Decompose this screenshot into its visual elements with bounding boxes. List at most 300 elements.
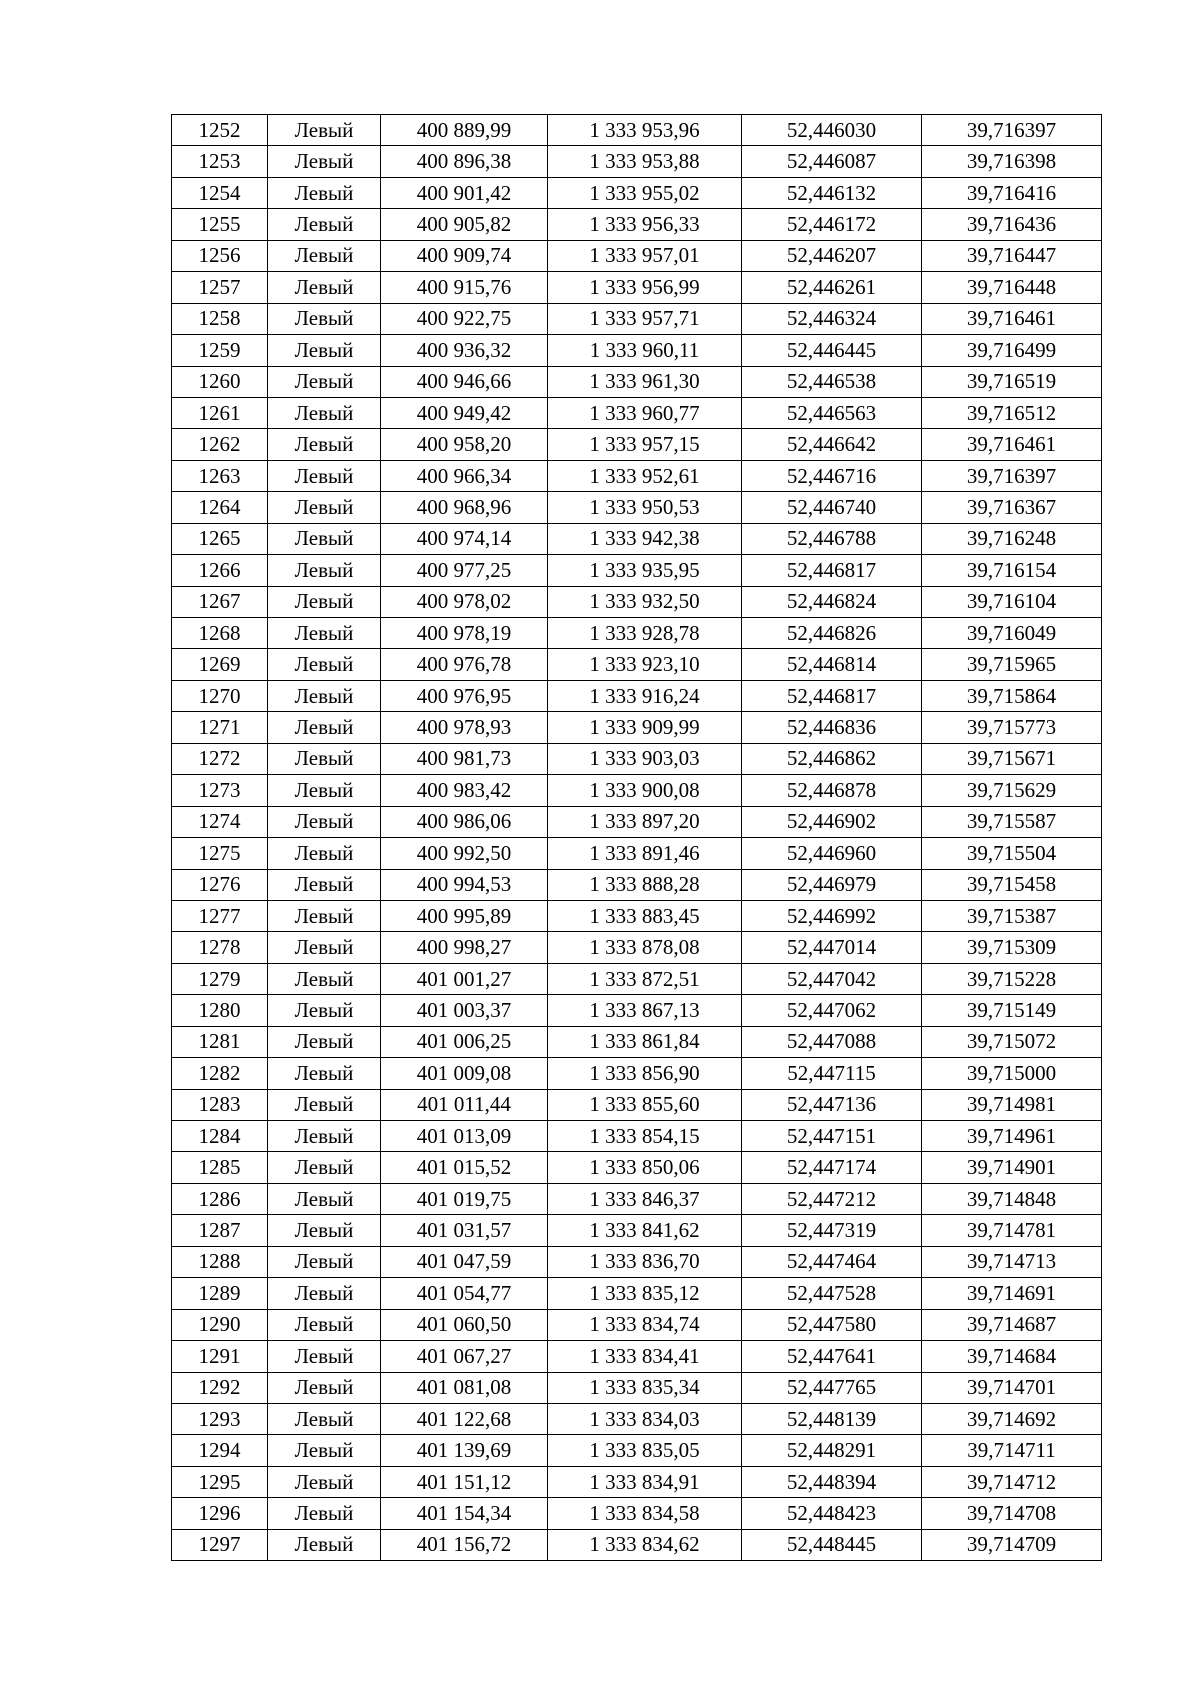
x-coordinate-cell: 400 981,73 [381, 743, 548, 774]
table-row [172, 177, 1102, 208]
x-coordinate-cell: 401 047,59 [381, 1246, 548, 1277]
longitude-cell: 39,714961 [922, 1121, 1102, 1152]
y-coordinate-cell: 1 333 916,24 [548, 680, 742, 711]
table-row [172, 963, 1102, 994]
y-coordinate-cell: 1 333 897,20 [548, 806, 742, 837]
side-cell: Левый [268, 1278, 381, 1309]
longitude-cell: 39,714981 [922, 1089, 1102, 1120]
table-row [172, 272, 1102, 303]
latitude-cell: 52,446836 [742, 712, 922, 743]
x-coordinate-cell: 401 006,25 [381, 1026, 548, 1057]
y-coordinate-cell: 1 333 960,11 [548, 335, 742, 366]
side-cell: Левый [268, 869, 381, 900]
side-cell: Левый [268, 1498, 381, 1529]
longitude-cell: 39,715965 [922, 649, 1102, 680]
side-cell: Левый [268, 177, 381, 208]
latitude-cell: 52,446862 [742, 743, 922, 774]
latitude-cell: 52,448291 [742, 1435, 922, 1466]
y-coordinate-cell: 1 333 855,60 [548, 1089, 742, 1120]
side-cell: Левый [268, 209, 381, 240]
longitude-cell: 39,714691 [922, 1278, 1102, 1309]
x-coordinate-cell: 401 151,12 [381, 1466, 548, 1497]
y-coordinate-cell: 1 333 841,62 [548, 1215, 742, 1246]
latitude-cell: 52,447174 [742, 1152, 922, 1183]
point-number-cell: 1265 [172, 523, 268, 554]
table-row [172, 460, 1102, 491]
x-coordinate-cell: 400 915,76 [381, 272, 548, 303]
table-row [172, 1089, 1102, 1120]
point-number-cell: 1257 [172, 272, 268, 303]
x-coordinate-cell: 400 978,19 [381, 618, 548, 649]
side-cell: Левый [268, 806, 381, 837]
coordinates-table-body [172, 115, 1102, 1561]
y-coordinate-cell: 1 333 957,15 [548, 429, 742, 460]
table-row [172, 335, 1102, 366]
y-coordinate-cell: 1 333 932,50 [548, 586, 742, 617]
coordinates-table [171, 114, 1102, 1561]
latitude-cell: 52,446878 [742, 775, 922, 806]
table-row [172, 806, 1102, 837]
point-number-cell: 1273 [172, 775, 268, 806]
point-number-cell: 1281 [172, 1026, 268, 1057]
table-row [172, 1466, 1102, 1497]
table-row [172, 618, 1102, 649]
x-coordinate-cell: 400 968,96 [381, 492, 548, 523]
point-number-cell: 1260 [172, 366, 268, 397]
longitude-cell: 39,716461 [922, 303, 1102, 334]
x-coordinate-cell: 400 992,50 [381, 838, 548, 869]
longitude-cell: 39,716397 [922, 115, 1102, 146]
table-row [172, 775, 1102, 806]
y-coordinate-cell: 1 333 957,01 [548, 240, 742, 271]
x-coordinate-cell: 401 003,37 [381, 995, 548, 1026]
y-coordinate-cell: 1 333 955,02 [548, 177, 742, 208]
y-coordinate-cell: 1 333 861,84 [548, 1026, 742, 1057]
y-coordinate-cell: 1 333 900,08 [548, 775, 742, 806]
x-coordinate-cell: 401 019,75 [381, 1183, 548, 1214]
latitude-cell: 52,447641 [742, 1341, 922, 1372]
longitude-cell: 39,716398 [922, 146, 1102, 177]
table-row [172, 240, 1102, 271]
point-number-cell: 1253 [172, 146, 268, 177]
table-row [172, 649, 1102, 680]
x-coordinate-cell: 401 060,50 [381, 1309, 548, 1340]
y-coordinate-cell: 1 333 956,33 [548, 209, 742, 240]
point-number-cell: 1285 [172, 1152, 268, 1183]
longitude-cell: 39,716416 [922, 177, 1102, 208]
longitude-cell: 39,715671 [922, 743, 1102, 774]
longitude-cell: 39,715309 [922, 932, 1102, 963]
latitude-cell: 52,447528 [742, 1278, 922, 1309]
y-coordinate-cell: 1 333 834,62 [548, 1529, 742, 1560]
longitude-cell: 39,716512 [922, 397, 1102, 428]
y-coordinate-cell: 1 333 846,37 [548, 1183, 742, 1214]
side-cell: Левый [268, 303, 381, 334]
table-row [172, 492, 1102, 523]
side-cell: Левый [268, 1089, 381, 1120]
point-number-cell: 1282 [172, 1058, 268, 1089]
x-coordinate-cell: 400 978,02 [381, 586, 548, 617]
x-coordinate-cell: 401 139,69 [381, 1435, 548, 1466]
longitude-cell: 39,715504 [922, 838, 1102, 869]
y-coordinate-cell: 1 333 957,71 [548, 303, 742, 334]
side-cell: Левый [268, 335, 381, 366]
latitude-cell: 52,448139 [742, 1403, 922, 1434]
y-coordinate-cell: 1 333 867,13 [548, 995, 742, 1026]
x-coordinate-cell: 400 958,20 [381, 429, 548, 460]
side-cell: Левый [268, 932, 381, 963]
x-coordinate-cell: 401 054,77 [381, 1278, 548, 1309]
latitude-cell: 52,447151 [742, 1121, 922, 1152]
y-coordinate-cell: 1 333 834,74 [548, 1309, 742, 1340]
point-number-cell: 1294 [172, 1435, 268, 1466]
point-number-cell: 1274 [172, 806, 268, 837]
latitude-cell: 52,446261 [742, 272, 922, 303]
table-row [172, 838, 1102, 869]
table-row [172, 303, 1102, 334]
longitude-cell: 39,715629 [922, 775, 1102, 806]
latitude-cell: 52,447115 [742, 1058, 922, 1089]
table-row [172, 1058, 1102, 1089]
point-number-cell: 1258 [172, 303, 268, 334]
x-coordinate-cell: 400 974,14 [381, 523, 548, 554]
table-row [172, 743, 1102, 774]
y-coordinate-cell: 1 333 960,77 [548, 397, 742, 428]
point-number-cell: 1277 [172, 900, 268, 931]
table-row [172, 397, 1102, 428]
latitude-cell: 52,446207 [742, 240, 922, 271]
latitude-cell: 52,446716 [742, 460, 922, 491]
point-number-cell: 1270 [172, 680, 268, 711]
x-coordinate-cell: 400 998,27 [381, 932, 548, 963]
longitude-cell: 39,716448 [922, 272, 1102, 303]
side-cell: Левый [268, 712, 381, 743]
side-cell: Левый [268, 555, 381, 586]
table-row [172, 900, 1102, 931]
side-cell: Левый [268, 460, 381, 491]
table-row [172, 1026, 1102, 1057]
longitude-cell: 39,714711 [922, 1435, 1102, 1466]
y-coordinate-cell: 1 333 834,03 [548, 1403, 742, 1434]
x-coordinate-cell: 400 889,99 [381, 115, 548, 146]
latitude-cell: 52,446740 [742, 492, 922, 523]
point-number-cell: 1276 [172, 869, 268, 900]
side-cell: Левый [268, 523, 381, 554]
table-row [172, 366, 1102, 397]
table-row [172, 1121, 1102, 1152]
point-number-cell: 1267 [172, 586, 268, 617]
x-coordinate-cell: 401 081,08 [381, 1372, 548, 1403]
side-cell: Левый [268, 586, 381, 617]
x-coordinate-cell: 400 905,82 [381, 209, 548, 240]
table-row [172, 1403, 1102, 1434]
side-cell: Левый [268, 1435, 381, 1466]
latitude-cell: 52,447062 [742, 995, 922, 1026]
side-cell: Левый [268, 146, 381, 177]
side-cell: Левый [268, 1246, 381, 1277]
longitude-cell: 39,716447 [922, 240, 1102, 271]
x-coordinate-cell: 401 001,27 [381, 963, 548, 994]
y-coordinate-cell: 1 333 903,03 [548, 743, 742, 774]
point-number-cell: 1286 [172, 1183, 268, 1214]
point-number-cell: 1292 [172, 1372, 268, 1403]
table-row [172, 1183, 1102, 1214]
latitude-cell: 52,446563 [742, 397, 922, 428]
y-coordinate-cell: 1 333 953,96 [548, 115, 742, 146]
longitude-cell: 39,714684 [922, 1341, 1102, 1372]
latitude-cell: 52,447319 [742, 1215, 922, 1246]
longitude-cell: 39,714901 [922, 1152, 1102, 1183]
y-coordinate-cell: 1 333 923,10 [548, 649, 742, 680]
latitude-cell: 52,448394 [742, 1466, 922, 1497]
latitude-cell: 52,446814 [742, 649, 922, 680]
longitude-cell: 39,716436 [922, 209, 1102, 240]
side-cell: Левый [268, 1215, 381, 1246]
y-coordinate-cell: 1 333 953,88 [548, 146, 742, 177]
side-cell: Левый [268, 838, 381, 869]
side-cell: Левый [268, 1309, 381, 1340]
latitude-cell: 52,447136 [742, 1089, 922, 1120]
x-coordinate-cell: 401 009,08 [381, 1058, 548, 1089]
side-cell: Левый [268, 995, 381, 1026]
side-cell: Левый [268, 240, 381, 271]
table-row [172, 115, 1102, 146]
table-row [172, 523, 1102, 554]
latitude-cell: 52,447014 [742, 932, 922, 963]
latitude-cell: 52,446030 [742, 115, 922, 146]
x-coordinate-cell: 401 015,52 [381, 1152, 548, 1183]
y-coordinate-cell: 1 333 928,78 [548, 618, 742, 649]
table-row [172, 1309, 1102, 1340]
longitude-cell: 39,716104 [922, 586, 1102, 617]
point-number-cell: 1254 [172, 177, 268, 208]
longitude-cell: 39,716248 [922, 523, 1102, 554]
y-coordinate-cell: 1 333 878,08 [548, 932, 742, 963]
y-coordinate-cell: 1 333 891,46 [548, 838, 742, 869]
latitude-cell: 52,446087 [742, 146, 922, 177]
y-coordinate-cell: 1 333 909,99 [548, 712, 742, 743]
y-coordinate-cell: 1 333 888,28 [548, 869, 742, 900]
side-cell: Левый [268, 743, 381, 774]
table-row [172, 1215, 1102, 1246]
x-coordinate-cell: 401 031,57 [381, 1215, 548, 1246]
x-coordinate-cell: 401 067,27 [381, 1341, 548, 1372]
point-number-cell: 1262 [172, 429, 268, 460]
table-row [172, 1278, 1102, 1309]
side-cell: Левый [268, 775, 381, 806]
longitude-cell: 39,715387 [922, 900, 1102, 931]
y-coordinate-cell: 1 333 834,41 [548, 1341, 742, 1372]
point-number-cell: 1296 [172, 1498, 268, 1529]
x-coordinate-cell: 400 976,78 [381, 649, 548, 680]
y-coordinate-cell: 1 333 883,45 [548, 900, 742, 931]
side-cell: Левый [268, 963, 381, 994]
side-cell: Левый [268, 429, 381, 460]
latitude-cell: 52,446960 [742, 838, 922, 869]
side-cell: Левый [268, 115, 381, 146]
point-number-cell: 1256 [172, 240, 268, 271]
x-coordinate-cell: 400 949,42 [381, 397, 548, 428]
y-coordinate-cell: 1 333 854,15 [548, 1121, 742, 1152]
longitude-cell: 39,714781 [922, 1215, 1102, 1246]
latitude-cell: 52,447212 [742, 1183, 922, 1214]
point-number-cell: 1259 [172, 335, 268, 366]
latitude-cell: 52,447042 [742, 963, 922, 994]
table-row [172, 1372, 1102, 1403]
point-number-cell: 1275 [172, 838, 268, 869]
latitude-cell: 52,446992 [742, 900, 922, 931]
latitude-cell: 52,446324 [742, 303, 922, 334]
latitude-cell: 52,446132 [742, 177, 922, 208]
y-coordinate-cell: 1 333 952,61 [548, 460, 742, 491]
longitude-cell: 39,715587 [922, 806, 1102, 837]
latitude-cell: 52,446642 [742, 429, 922, 460]
x-coordinate-cell: 400 983,42 [381, 775, 548, 806]
longitude-cell: 39,716397 [922, 460, 1102, 491]
side-cell: Левый [268, 366, 381, 397]
y-coordinate-cell: 1 333 850,06 [548, 1152, 742, 1183]
longitude-cell: 39,715773 [922, 712, 1102, 743]
point-number-cell: 1291 [172, 1341, 268, 1372]
point-number-cell: 1261 [172, 397, 268, 428]
point-number-cell: 1278 [172, 932, 268, 963]
x-coordinate-cell: 400 946,66 [381, 366, 548, 397]
point-number-cell: 1293 [172, 1403, 268, 1434]
x-coordinate-cell: 400 966,34 [381, 460, 548, 491]
table-row [172, 995, 1102, 1026]
longitude-cell: 39,715072 [922, 1026, 1102, 1057]
table-row [172, 146, 1102, 177]
latitude-cell: 52,448445 [742, 1529, 922, 1560]
table-row [172, 555, 1102, 586]
x-coordinate-cell: 400 994,53 [381, 869, 548, 900]
longitude-cell: 39,715458 [922, 869, 1102, 900]
side-cell: Левый [268, 900, 381, 931]
latitude-cell: 52,446445 [742, 335, 922, 366]
longitude-cell: 39,714687 [922, 1309, 1102, 1340]
x-coordinate-cell: 401 156,72 [381, 1529, 548, 1560]
table-row [172, 680, 1102, 711]
table-row [172, 1341, 1102, 1372]
longitude-cell: 39,716367 [922, 492, 1102, 523]
point-number-cell: 1280 [172, 995, 268, 1026]
table-row [172, 712, 1102, 743]
point-number-cell: 1297 [172, 1529, 268, 1560]
point-number-cell: 1279 [172, 963, 268, 994]
side-cell: Левый [268, 649, 381, 680]
point-number-cell: 1269 [172, 649, 268, 680]
x-coordinate-cell: 401 154,34 [381, 1498, 548, 1529]
side-cell: Левый [268, 1529, 381, 1560]
y-coordinate-cell: 1 333 834,91 [548, 1466, 742, 1497]
latitude-cell: 52,446788 [742, 523, 922, 554]
table-row [172, 429, 1102, 460]
x-coordinate-cell: 400 936,32 [381, 335, 548, 366]
y-coordinate-cell: 1 333 834,58 [548, 1498, 742, 1529]
point-number-cell: 1289 [172, 1278, 268, 1309]
longitude-cell: 39,714701 [922, 1372, 1102, 1403]
x-coordinate-cell: 400 896,38 [381, 146, 548, 177]
side-cell: Левый [268, 1058, 381, 1089]
latitude-cell: 52,446172 [742, 209, 922, 240]
point-number-cell: 1283 [172, 1089, 268, 1120]
side-cell: Левый [268, 397, 381, 428]
side-cell: Левый [268, 1403, 381, 1434]
table-row [172, 1529, 1102, 1560]
side-cell: Левый [268, 1121, 381, 1152]
y-coordinate-cell: 1 333 950,53 [548, 492, 742, 523]
point-number-cell: 1266 [172, 555, 268, 586]
longitude-cell: 39,716519 [922, 366, 1102, 397]
table-row [172, 1498, 1102, 1529]
latitude-cell: 52,446826 [742, 618, 922, 649]
longitude-cell: 39,714708 [922, 1498, 1102, 1529]
longitude-cell: 39,715228 [922, 963, 1102, 994]
x-coordinate-cell: 401 122,68 [381, 1403, 548, 1434]
longitude-cell: 39,716049 [922, 618, 1102, 649]
y-coordinate-cell: 1 333 872,51 [548, 963, 742, 994]
side-cell: Левый [268, 618, 381, 649]
side-cell: Левый [268, 272, 381, 303]
x-coordinate-cell: 400 976,95 [381, 680, 548, 711]
side-cell: Левый [268, 1026, 381, 1057]
longitude-cell: 39,716499 [922, 335, 1102, 366]
point-number-cell: 1287 [172, 1215, 268, 1246]
latitude-cell: 52,447464 [742, 1246, 922, 1277]
table-row [172, 869, 1102, 900]
latitude-cell: 52,447088 [742, 1026, 922, 1057]
longitude-cell: 39,714712 [922, 1466, 1102, 1497]
point-number-cell: 1271 [172, 712, 268, 743]
side-cell: Левый [268, 492, 381, 523]
point-number-cell: 1268 [172, 618, 268, 649]
x-coordinate-cell: 400 909,74 [381, 240, 548, 271]
y-coordinate-cell: 1 333 835,05 [548, 1435, 742, 1466]
table-row [172, 1435, 1102, 1466]
y-coordinate-cell: 1 333 935,95 [548, 555, 742, 586]
latitude-cell: 52,447765 [742, 1372, 922, 1403]
point-number-cell: 1272 [172, 743, 268, 774]
side-cell: Левый [268, 680, 381, 711]
side-cell: Левый [268, 1372, 381, 1403]
x-coordinate-cell: 400 977,25 [381, 555, 548, 586]
x-coordinate-cell: 400 978,93 [381, 712, 548, 743]
side-cell: Левый [268, 1341, 381, 1372]
latitude-cell: 52,448423 [742, 1498, 922, 1529]
side-cell: Левый [268, 1152, 381, 1183]
x-coordinate-cell: 400 901,42 [381, 177, 548, 208]
latitude-cell: 52,446538 [742, 366, 922, 397]
longitude-cell: 39,716154 [922, 555, 1102, 586]
y-coordinate-cell: 1 333 835,34 [548, 1372, 742, 1403]
y-coordinate-cell: 1 333 942,38 [548, 523, 742, 554]
point-number-cell: 1288 [172, 1246, 268, 1277]
side-cell: Левый [268, 1183, 381, 1214]
longitude-cell: 39,714692 [922, 1403, 1102, 1434]
latitude-cell: 52,446817 [742, 555, 922, 586]
table-row [172, 932, 1102, 963]
point-number-cell: 1284 [172, 1121, 268, 1152]
point-number-cell: 1252 [172, 115, 268, 146]
latitude-cell: 52,447580 [742, 1309, 922, 1340]
latitude-cell: 52,446902 [742, 806, 922, 837]
latitude-cell: 52,446824 [742, 586, 922, 617]
point-number-cell: 1264 [172, 492, 268, 523]
latitude-cell: 52,446817 [742, 680, 922, 711]
longitude-cell: 39,714713 [922, 1246, 1102, 1277]
y-coordinate-cell: 1 333 836,70 [548, 1246, 742, 1277]
x-coordinate-cell: 400 995,89 [381, 900, 548, 931]
